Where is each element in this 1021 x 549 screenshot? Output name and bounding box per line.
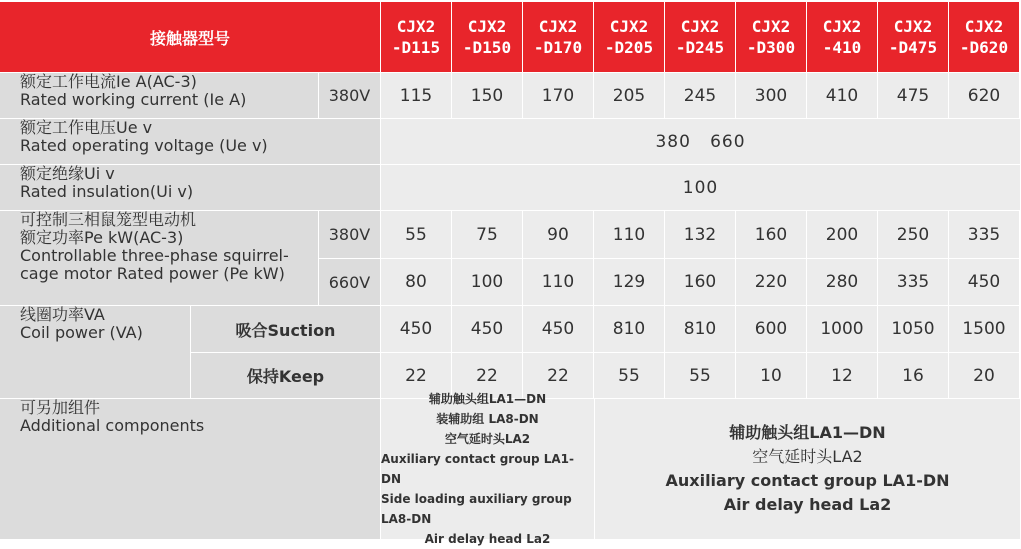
current-value: 620 [949,73,1019,118]
insulation-value: 100 [381,165,1020,210]
power-380-value: 110 [594,211,664,258]
suction-value: 450 [523,306,593,352]
power-660-value: 110 [523,259,593,305]
suction-value: 1000 [807,306,877,352]
rated-current-label [0,73,318,118]
additional-label [0,399,380,539]
model-line-1: CJX2 [609,17,649,36]
power-380-value: 200 [807,211,877,258]
power-660-value: 100 [452,259,522,305]
additional-right [595,399,1020,539]
keep-label: 保持Keep [191,353,380,398]
label-cn: 可另加组件 [20,398,101,417]
suction-label: 吸合Suction [191,306,380,352]
additional-right-line: 辅助触头组LA1—DN [729,423,886,442]
suction-value: 450 [452,306,522,352]
additional-left-line: 装辅助组 LA8-DN [436,412,539,426]
model-line-1: CJX2 [538,17,578,36]
keep-value: 22 [381,353,451,398]
power-660-value: 129 [594,259,664,305]
current-value: 300 [736,73,806,118]
suction-value: 810 [594,306,664,352]
suction-value: 810 [665,306,735,352]
label-en: Coil power (VA) [20,323,143,342]
label-en-2: cage motor Rated power (Pe kW) [20,264,285,283]
additional-left-line: Air delay head La2 [424,532,551,546]
additional-left-line: 空气延时头LA2 [444,432,531,446]
label-en: Rated operating voltage (Ue v) [20,136,268,155]
model-line-2: -D620 [959,38,1009,57]
current-value: 170 [523,73,593,118]
additional-left-line: Side loading auxiliary group LA8-DN [381,492,572,526]
additional-left-line: Auxiliary contact group LA1-DN [381,452,575,486]
label-en-1: Controllable three-phase squirrel- [20,246,289,265]
model-line-2: -D475 [888,38,938,57]
model-line-1: CJX2 [751,17,791,36]
model-line-1: CJX2 [964,17,1004,36]
insulation-label [0,165,380,210]
model-line-1: CJX2 [893,17,933,36]
voltage-660-label: 660V [319,259,380,305]
rated-voltage-label [0,119,380,164]
suction-value: 1500 [949,306,1019,352]
model-header [665,2,735,72]
current-value: 475 [878,73,948,118]
additional-right-line: Air delay head La2 [723,495,892,514]
current-value: 115 [381,73,451,118]
model-header [523,2,593,72]
model-header [381,2,451,72]
coil-power-label [0,306,190,398]
power-660-value: 335 [878,259,948,305]
model-line-2: -410 [822,38,862,57]
current-value: 410 [807,73,877,118]
power-380-value: 90 [523,211,593,258]
suction-value: 450 [381,306,451,352]
current-value: 150 [452,73,522,118]
voltage-380-label: 380V [319,73,380,118]
model-header [949,2,1019,72]
power-660-value: 450 [949,259,1019,305]
model-line-2: -D170 [533,38,583,57]
motor-power-label [0,211,318,305]
current-value: 245 [665,73,735,118]
power-380-value: 335 [949,211,1019,258]
model-line-1: CJX2 [680,17,720,36]
header-label: 接触器型号 [0,2,380,72]
keep-value: 22 [523,353,593,398]
keep-value: 55 [665,353,735,398]
label-en: Rated working current (Ie A) [20,90,247,109]
keep-value: 12 [807,353,877,398]
keep-value: 10 [736,353,806,398]
suction-value: 1050 [878,306,948,352]
model-line-2: -D150 [462,38,512,57]
model-line-1: CJX2 [467,17,507,36]
model-line-2: -D115 [391,38,441,57]
rated-voltage-value: 380 660 [381,119,1020,164]
model-header [807,2,877,72]
model-line-2: -D205 [604,38,654,57]
additional-left [381,392,594,546]
additional-right-line: 空气延时头LA2 [752,447,863,466]
label-cn-2: 额定功率Pe kW(AC-3) [20,228,184,247]
label-cn-1: 可控制三相鼠笼型电动机 [20,210,197,229]
model-line-1: CJX2 [822,17,862,36]
label-cn: 额定工作电流Ie A(AC-3) [20,72,197,91]
model-line-1: CJX2 [396,17,436,36]
label-en: Additional components [20,416,205,435]
current-value: 205 [594,73,664,118]
additional-left-line: 辅助触头组LA1—DN [428,392,547,406]
power-660-value: 80 [381,259,451,305]
model-header [736,2,806,72]
model-header [594,2,664,72]
additional-right-line: Auxiliary contact group LA1-DN [665,471,950,490]
model-header [878,2,948,72]
power-660-value: 280 [807,259,877,305]
keep-value: 16 [878,353,948,398]
power-660-value: 160 [665,259,735,305]
power-380-value: 75 [452,211,522,258]
suction-value: 600 [736,306,806,352]
keep-value: 55 [594,353,664,398]
model-line-2: -D245 [675,38,725,57]
power-660-value: 220 [736,259,806,305]
label-cn: 线圈功率VA [20,305,105,324]
label-cn: 额定绝缘Ui v [20,164,115,183]
keep-value: 20 [949,353,1019,398]
voltage-380-label: 380V [319,211,380,258]
keep-value: 22 [452,353,522,398]
model-line-2: -D300 [746,38,796,57]
label-en: Rated insulation(Ui v) [20,182,194,201]
label-cn: 额定工作电压Ue v [20,118,153,137]
power-380-value: 160 [736,211,806,258]
power-380-value: 132 [665,211,735,258]
power-380-value: 55 [381,211,451,258]
power-380-value: 250 [878,211,948,258]
model-header [452,2,522,72]
